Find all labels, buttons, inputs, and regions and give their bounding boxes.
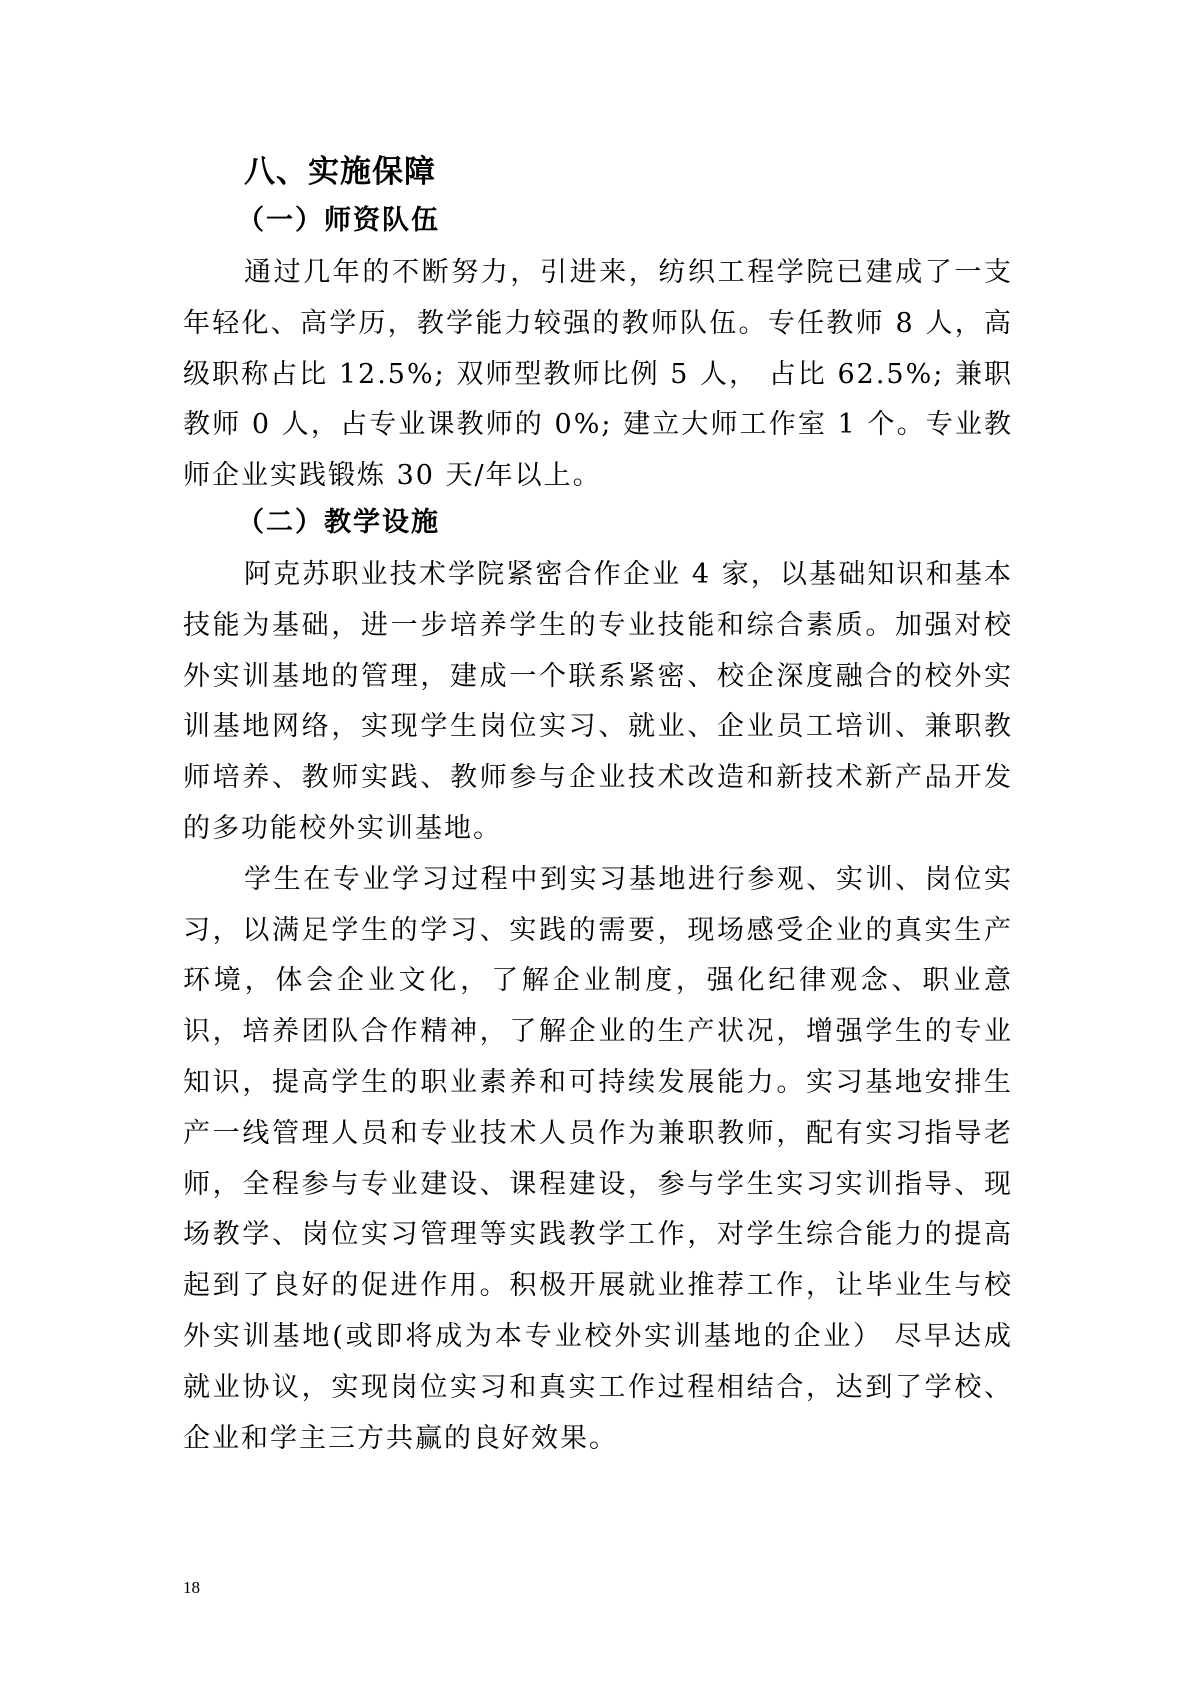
page-number: 18 <box>183 1578 200 1597</box>
subsection-heading-faculty: （一）师资队伍 <box>237 205 440 236</box>
paragraph-faculty: 通过几年的不断努力，引进来，纺织工程学院已建成了一支年轻化、高学历，教学能力较强的教师队伍。专任教师 8 人，高级职称占比 12.5%; 双师型教师比例 5 人， 占比 62.5%; 兼职教师 0 人，占专业课教师的 0%; 建立大师工作室 1 个。专业教师企业实践锻炼 30 天/年以上。 <box>183 257 1013 492</box>
paragraph-facilities-1: 阿克苏职业技术学院紧密合作企业 4 家，以基础知识和基本技能为基础，进一步培养学生的专业技能和综合素质。加强对校外实训基地的管理，建成一个联系紧密、校企深度融合的校外实训基地网络，实现学生岗位实习、就业、企业员工培训、兼职教师培养、教师实践、教师参与企业技术改造和新技术新产品开发的多功能校外实训基地。 <box>183 558 1013 844</box>
section-title: 八、实施保障 <box>244 154 436 190</box>
subsection-heading-facilities: （二）教学设施 <box>237 506 440 538</box>
page-content <box>183 150 1013 1464</box>
paragraph-facilities-2: 学生在专业学习过程中到实习基地进行参观、实训、岗位实习，以满足学生的学习、实践的需要，现场感受企业的真实生产环境，体会企业文化，了解企业制度，强化纪律观念、职业意识，培养团队合作精神，了解企业的生产状况，增强学生的专业知识，提高学生的职业素养和可持续发展能力。实习基地安排生产一线管理人员和专业技术人员作为兼职教师，配有实习指导老师，全程参与专业建设、课程建设，参与学生实习实训指导、现场教学、岗位实习管理等实践教学工作，对学生综合能力的提高起到了良好的促进作用。积极开展就业推荐工作，让毕业生与校外实训基地(或即将成为本专业校外实训基地的企业） 尽早达成就业协议，实现岗位实习和真实工作过程相结合，达到了学校、企业和学主三方共赢的良好效果。 <box>183 863 1013 1454</box>
